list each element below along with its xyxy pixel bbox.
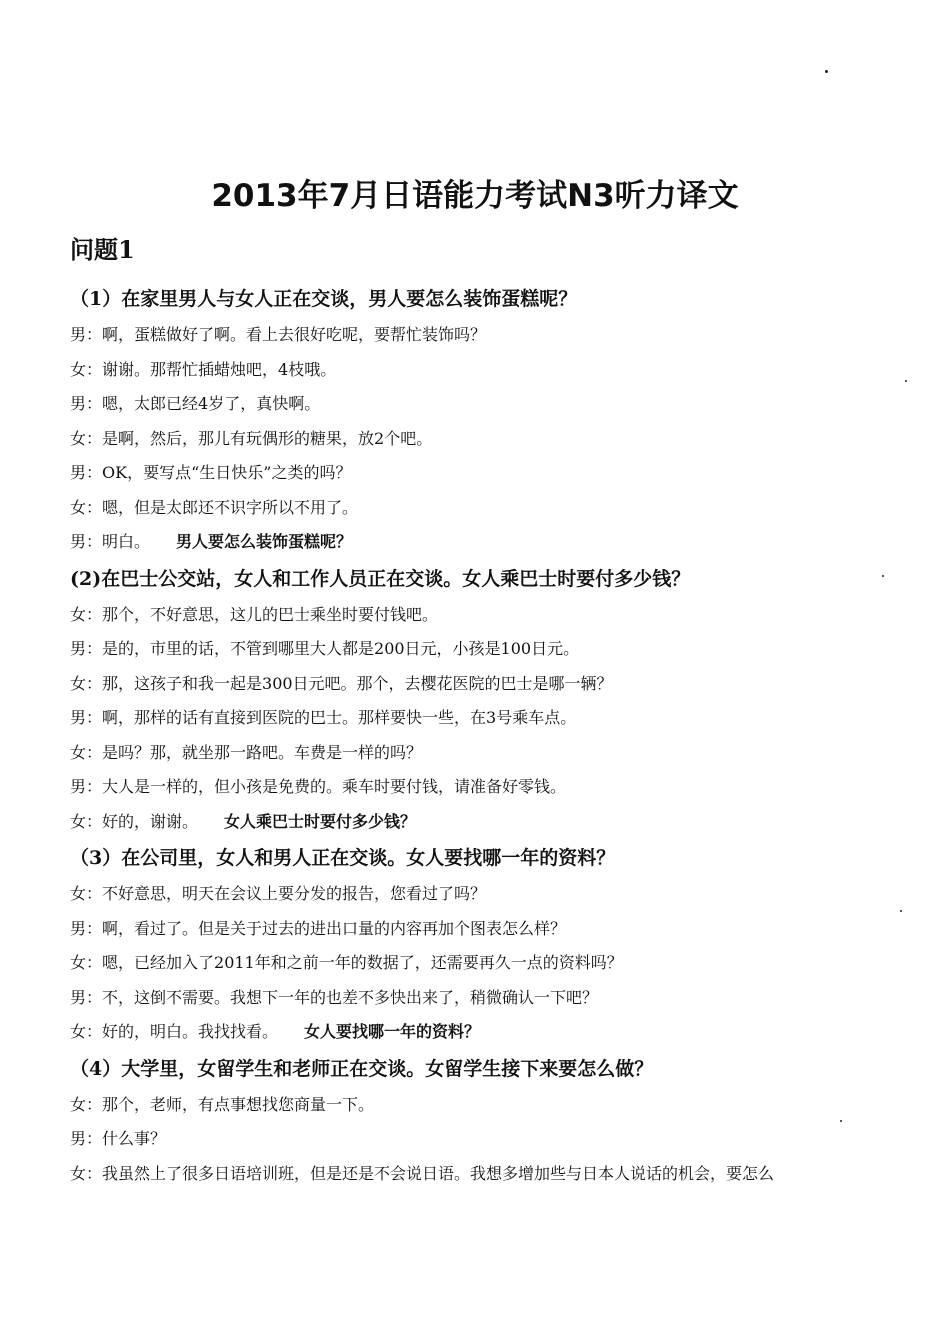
speaker-label: 女： <box>70 742 103 762</box>
speaker-label: 女： <box>70 1094 103 1114</box>
question-restatement: 女人乘巴士时要付多少钱？ <box>224 811 417 831</box>
dialog-text: 好的，谢谢。 <box>102 811 199 831</box>
dialog-line <box>70 946 850 981</box>
question-heading: （4）大学里，女留学生和老师正在交谈。女留学生接下来要怎么做？ <box>70 1057 654 1080</box>
dialog-line <box>70 805 850 840</box>
dialog-line <box>70 770 850 805</box>
question-heading: （1）在家里男人与女人正在交谈，男人要怎么装饰蛋糕呢？ <box>70 288 578 310</box>
dialog-line <box>70 422 850 457</box>
speaker-label: 男： <box>70 708 103 727</box>
speaker-label: 女： <box>70 953 103 972</box>
dialog-text: 嗯，已经加入了2011年和之前一年的数据了，还需要再久一点的资料吗？ <box>102 953 623 972</box>
speaker-label: 女： <box>70 359 103 379</box>
dialog-line <box>70 598 850 633</box>
dialog-text: 大人是一样的，但小孩是免费的。乘车时要付钱，请准备好零钱。 <box>102 777 567 796</box>
dialog-line <box>70 1122 850 1157</box>
dialog-line <box>70 667 850 702</box>
speaker-label: 男： <box>70 394 103 413</box>
dialog-line <box>70 387 850 422</box>
scan-speck <box>905 380 907 382</box>
dialog-text: 啊，蛋糕做好了啊。看上去很好吃呢，要帮忙装饰吗？ <box>102 325 487 344</box>
dialog-text: OK，要写点“生日快乐”之类的吗？ <box>102 463 352 482</box>
dialog-line <box>70 1157 850 1192</box>
dialog-line <box>70 1088 850 1123</box>
speaker-label: 男： <box>70 639 103 658</box>
question-heading: (2)在巴士公交站，女人和工作人员正在交谈。女人乘巴士时要付多少钱？ <box>70 567 691 590</box>
dialog-text: 我虽然上了很多日语培训班，但是还是不会说日语。我想多增加些与日本人说话的机会，要怎么 <box>102 1163 775 1183</box>
scan-speck <box>882 575 884 577</box>
question-restatement: 女人要找哪一年的资料？ <box>304 1022 481 1041</box>
dialog-line <box>70 912 850 947</box>
dialog-text: 是啊，然后，那儿有玩偶形的糖果，放2个吧。 <box>102 428 433 448</box>
dialog-line <box>70 318 850 353</box>
speaker-label: 女： <box>70 1022 103 1041</box>
speaker-label: 女： <box>70 497 103 517</box>
speaker-label: 女： <box>70 673 103 693</box>
dialog-text: 嗯，但是太郎还不识字所以不用了。 <box>102 497 359 517</box>
speaker-label: 女： <box>70 884 103 903</box>
speaker-label: 男： <box>70 325 103 344</box>
dialog-text: 什么事？ <box>102 1129 167 1148</box>
dialog-text: 不，这倒不需要。我想下一年的也差不多快出来了，稍微确认一下吧？ <box>102 987 599 1007</box>
speaker-label: 女： <box>70 428 103 448</box>
dialog-text: 谢谢。那帮忙插蜡烛吧，4枝哦。 <box>102 359 337 379</box>
dialog-line <box>70 456 850 491</box>
dialog-text: 明白。 <box>102 532 151 551</box>
dialog-line <box>70 632 850 667</box>
dialog-line <box>70 877 850 912</box>
dialog-text: 啊，那样的话有直接到医院的巴士。那样要快一些，在3号乘车点。 <box>102 708 577 727</box>
dialog-line <box>70 353 850 388</box>
speaker-label: 男： <box>70 987 103 1007</box>
speaker-label: 男： <box>70 532 103 551</box>
speaker-label: 女： <box>70 811 103 831</box>
speaker-label: 女： <box>70 604 103 624</box>
dialog-text: 那个，不好意思，这儿的巴士乘坐时要付钱吧。 <box>102 604 439 624</box>
scan-speck <box>900 910 902 912</box>
speaker-label: 男： <box>70 918 103 938</box>
speaker-label: 男： <box>70 463 103 482</box>
dialog-text: 不好意思，明天在会议上要分发的报告，您看过了吗？ <box>102 884 487 903</box>
dialog-line <box>70 1015 850 1050</box>
speaker-label: 女： <box>70 1163 103 1183</box>
dialog-line <box>70 736 850 771</box>
speaker-label: 男： <box>70 1129 103 1148</box>
transcript <box>70 280 850 1191</box>
question-restatement: 男人要怎么装饰蛋糕呢？ <box>176 532 353 551</box>
dialog-line <box>70 981 850 1016</box>
dialog-text: 是的，市里的话，不管到哪里大人都是200日元，小孩是100日元。 <box>102 639 580 658</box>
dialog-text: 那个，老师，有点事想找您商量一下。 <box>102 1094 375 1114</box>
section-title: 问题1 <box>70 235 135 264</box>
dialog-text: 那，这孩子和我一起是300日元吧。那个，去樱花医院的巴士是哪一辆？ <box>102 673 613 693</box>
dialog-line <box>70 491 850 526</box>
document-title: 2013年7月日语能力考试N3听力译文 <box>211 178 739 214</box>
dialog-text: 是吗？那，就坐那一路吧。车费是一样的吗？ <box>102 742 423 762</box>
dialog-line <box>70 701 850 736</box>
scan-speck <box>825 70 828 73</box>
dialog-line <box>70 525 850 560</box>
dialog-text: 啊，看过了。但是关于过去的进出口量的内容再加个图表怎么样？ <box>102 918 567 938</box>
question-heading: （3）在公司里，女人和男人正在交谈。女人要找哪一年的资料？ <box>70 847 616 869</box>
dialog-text: 好的，明白。我找找看。 <box>102 1022 279 1041</box>
dialog-text: 嗯，太郎已经4岁了，真快啊。 <box>102 394 321 413</box>
speaker-label: 男： <box>70 777 103 796</box>
